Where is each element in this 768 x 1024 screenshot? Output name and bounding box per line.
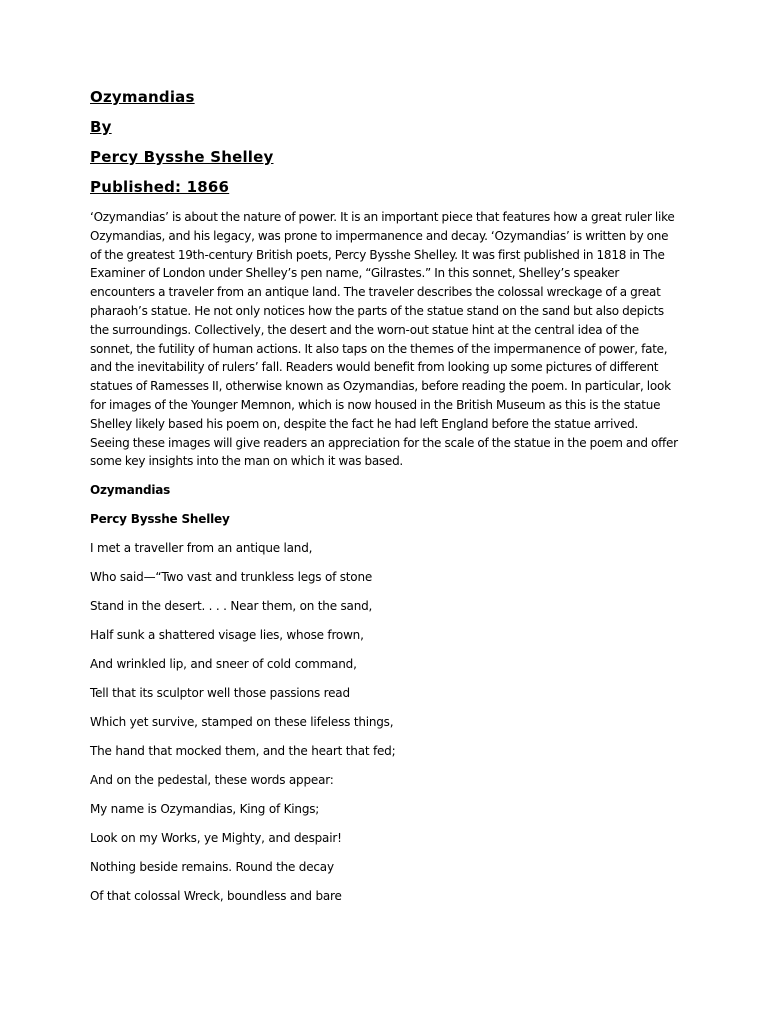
poem-line: Which yet survive, stamped on these lifeless things, [90, 715, 394, 730]
poem-line: Nothing beside remains. Round the decay [90, 860, 334, 875]
published-heading: Published: 1866 [90, 178, 230, 196]
poem-line: Look on my Works, ye Mighty, and despair! [90, 831, 342, 846]
poem-author: Percy Bysshe Shelley [90, 512, 230, 527]
poem-line: Stand in the desert. . . . Near them, on the sand, [90, 599, 373, 614]
poem-lines [90, 539, 680, 905]
intro-paragraph: ‘Ozymandias’ is about the nature of power. It is an important piece that features how a great ruler like Ozymandias, and his legacy, was prone to impermanence and decay. ‘Ozymandias’ is written by one of the greatest 19th-century British poets, Percy Bysshe Shelley. It was first published in 1818 in The Examiner of London under Shelley’s pen name, “Gilrastes.” In this sonnet, Shelley’s speaker encounters a traveler from an antique land. The traveler describes the colossal wreckage of a great pharaoh’s statue. He not only notices how the parts of the statue stand on the sand but also depicts the surroundings. Collectively, the desert and the worn-out statue hint at the central idea of the sonnet, the futility of human actions. It also taps on the themes of the impermanence of power, fate, and the inevitability of rulers’ fall. Readers would benefit from looking up some pictures of different statues of Ramesses II, otherwise known as Ozymandias, before reading the poem. In particular, look for images of the Younger Memnon, which is now housed in the British Museum as this is the statue Shelley likely based his poem on, despite the fact he had left England before the statue arrived. Seeing these images will give readers an appreciation for the scale of the statue in the poem and offer some key insights into the man on which it was based. [90, 210, 678, 469]
poem-line: The hand that mocked them, and the heart that fed; [90, 744, 396, 759]
document-body [90, 88, 680, 916]
poem-line: And wrinkled lip, and sneer of cold command, [90, 657, 357, 672]
poem-line: And on the pedestal, these words appear: [90, 773, 334, 788]
poem-line: I met a traveller from an antique land, [90, 541, 313, 556]
poem-line: Tell that its sculptor well those passions read [90, 686, 350, 701]
poem-line: Who said—“Two vast and trunkless legs of stone [90, 570, 373, 585]
poem-line: Of that colossal Wreck, boundless and bare [90, 889, 342, 904]
document-title: Ozymandias [90, 88, 195, 106]
byline-label: By [90, 118, 112, 136]
poem-line: Half sunk a shattered visage lies, whose frown, [90, 628, 364, 643]
poem-title: Ozymandias [90, 483, 171, 498]
author-heading: Percy Bysshe Shelley [90, 148, 274, 166]
poem-line: My name is Ozymandias, King of Kings; [90, 802, 320, 817]
